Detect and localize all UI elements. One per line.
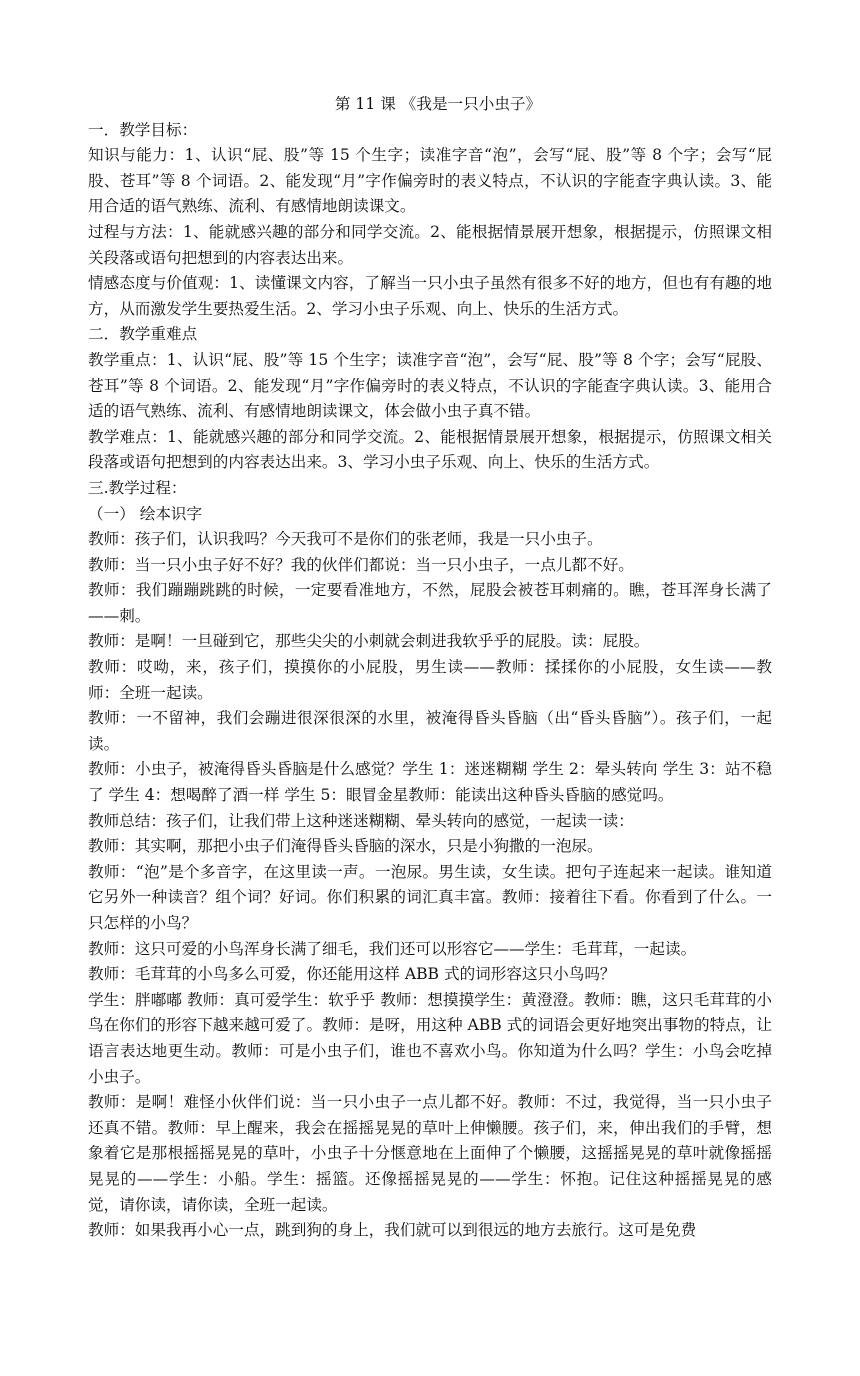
paragraph: 教师：小虫子，被淹得昏头昏脑是什么感觉？学生 1：迷迷糊糊 学生 2：晕头转向 学生 3：站不稳了 学生 4：想喝醉了酒一样 学生 5：眼冒金星教师：能读出这种昏头昏脑的感觉吗。 bbox=[88, 760, 772, 805]
paragraph: 教师：毛茸茸的小鸟多么可爱，你还能用这样 ABB 式的词形容这只小鸟吗？ bbox=[88, 965, 616, 984]
subsection-heading: （一） 绘本识字 bbox=[88, 504, 203, 523]
paragraph: 教师：当一只小虫子好不好？我的伙伴们都说：当一只小虫子，一点儿都不好。 bbox=[88, 555, 634, 574]
paragraph: 教师：一不留神，我们会蹦进很深很深的水里，被淹得昏头昏脑（出“昏头昏脑”）。孩子们，一起读。 bbox=[88, 709, 772, 753]
paragraph: 教师总结：孩子们，让我们带上这种迷迷糊糊、晕头转向的感觉，一起读一读： bbox=[88, 811, 634, 830]
paragraph: 教师：哎呦，来，孩子们，摸摸你的小屁股，男生读——教师：揉揉你的小屁股，女生读——教师：全班一起读。 bbox=[88, 658, 772, 702]
paragraph: 教师：如果我再小心一点，跳到狗的身上，我们就可以到很远的地方去旅行。这可是免费 bbox=[88, 1221, 697, 1240]
section-heading-objectives: 一．教学目标： bbox=[88, 120, 198, 139]
paragraph: 教师：是啊！难怪小伙伴们说：当一只小虫子一点儿都不好。教师：不过，我觉得，当一只小虫子还真不错。教师：早上醒来，我会在摇摇晃晃的草叶上伸懒腰。孩子们，来，伸出我们的手臂，想象着它是那根摇摇晃晃的草叶，小虫子十分惬意地在上面伸了个懒腰，这摇摇晃晃的草叶就像摇摇晃晃的——学生：小船。学生：摇篮。还像摇摇晃晃的——学生：怀抱。记住这种摇摇晃晃的感觉，请你读，请你读，全班一起读。 bbox=[88, 1093, 772, 1214]
paragraph: 教学难点：1、能就感兴趣的部分和同学交流。2、能根据情景展开想象，根据提示，仿照课文相关段落或语句把想到的内容表达出来。3、学习小虫子乐观、向上、快乐的生活方式。 bbox=[88, 427, 772, 472]
paragraph: 教师：其实啊，那把小虫子们淹得昏头昏脑的深水，只是小狗撒的一泡尿。 bbox=[88, 837, 603, 856]
paragraph: 教师：我们蹦蹦跳跳的时候，一定要看准地方，不然，屁股会被苍耳刺痛的。瞧，苍耳浑身长满了——刺。 bbox=[88, 581, 772, 625]
document-title: 第 11 课 《我是一只小虫子》 bbox=[334, 95, 542, 113]
paragraph: 教师：“泡”是个多音字，在这里读一声。一泡尿。男生读，女生读。把句子连起来一起读。谁知道它另外一种读音？组个词？好词。你们积累的词汇真丰富。教师：接着往下看。你看到了什么。一只怎样的小鸟？ bbox=[88, 862, 772, 932]
paragraph: 教师：这只可爱的小鸟浑身长满了细毛，我们还可以形容它——学生：毛茸茸，一起读。 bbox=[88, 939, 697, 958]
paragraph: 过程与方法：1、能就感兴趣的部分和同学交流。2、能根据情景展开想象，根据提示，仿照课文相关段落或语句把想到的内容表达出来。 bbox=[88, 222, 772, 267]
paragraph: 学生：胖嘟嘟 教师：真可爱学生：软乎乎 教师：想摸摸学生：黄澄澄。教师：瞧，这只毛茸茸的小鸟在你们的形容下越来越可爱了。教师：是呀，用这种 ABB 式的词语会更好地突出事物的特点，让语言表达地更生动。教师：可是小虫子们，谁也不喜欢小鸟。你知道为什么吗？学生：小鸟会吃掉小虫子。 bbox=[88, 990, 772, 1086]
paragraph: 教师：是啊！一旦碰到它，那些尖尖的小刺就会刺进我软乎乎的屁股。读：屁股。 bbox=[88, 632, 650, 651]
paragraph: 教学重点：1、认识“屁、股”等 15 个生字；读准字音“泡”，会写“屁、股”等 8 个字；会写“屁股、苍耳”等 8 个词语。2、能发现“月”字作偏旁时的表义特点，不认识的字能查字典认读。3、能用合适的语气熟练、流利、有感情地朗读课文，体会做小虫子真不错。 bbox=[88, 350, 772, 421]
section-heading-key-points: 二．教学重难点 bbox=[88, 325, 198, 344]
paragraph: 情感态度与价值观：1、读懂课文内容，了解当一只小虫子虽然有很多不好的地方，但也有有趣的地方，从而激发学生要热爱生活。2、学习小虫子乐观、向上、快乐的生活方式。 bbox=[88, 274, 772, 318]
paragraph: 教师：孩子们，认识我吗？今天我可不是你们的张老师，我是一只小虫子。 bbox=[88, 530, 603, 549]
paragraph: 知识与能力：1、认识“屁、股”等 15 个生字；读准字音“泡”，会写“屁、股”等 8 个字；会写“屁股、苍耳”等 8 个词语。2、能发现“月”字作偏旁时的表义特点，不认识的字能查字典认读。3、能用合适的语气熟练、流利、有感情地朗读课文。 bbox=[88, 146, 772, 216]
section-heading-process: 三.教学过程： bbox=[88, 478, 187, 497]
